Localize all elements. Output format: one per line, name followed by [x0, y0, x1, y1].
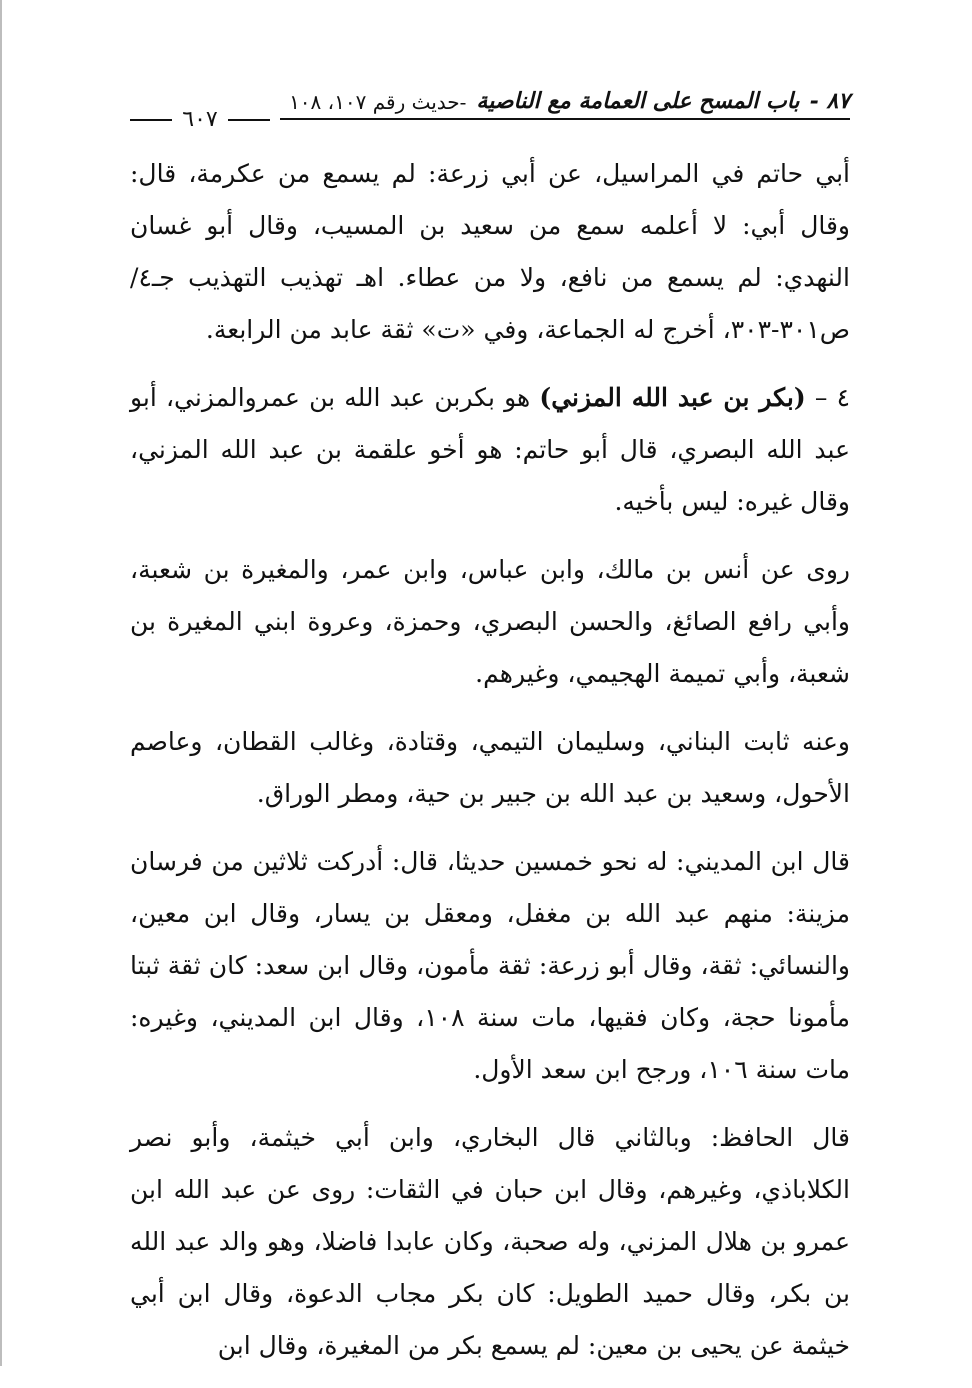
- section-number: ٨٧ -: [809, 88, 850, 114]
- paragraph-4: وعنه ثابت البناني، وسليمان التيمي، وقتادة، وغالب القطان، وعاصم الأحول، وسعيد بن عبد الله بن جبير بن حية، ومطر الوراق.: [130, 727, 850, 808]
- paragraph-2: [130, 372, 850, 528]
- book-page: [130, 60, 850, 1388]
- entry-number: ٤ –: [805, 383, 850, 412]
- narrator-name: (بكر بن عبد الله المزني): [539, 383, 806, 412]
- paragraph-1: أبي حاتم في المراسيل، عن أبي زرعة: لم يسمع من عكرمة، قال: وقال أبي: لا أعلمه سمع من سعيد بن المسيب، وقال أبو غسان النهدي: لم يسمع من نافع، ولا من عطاء. اهـ تهذيب التهذيب جـ٤/ ص٣٠١-٣٠٣، أخرج له الجماعة، وفي «ت» ثقة عابد من الرابعة.: [130, 159, 850, 344]
- running-header: [130, 60, 850, 132]
- paragraph-5: قال ابن المديني: له نحو خمسين حديثا، قال: أدركت ثلاثين من فرسان مزينة: منهم عبد الله بن مغفل، ومعقل بن يسار، وقال ابن معين، والنسائي: ثقة، وقال أبو زرعة: ثقة مأمون، وقال ابن سعد: كان ثقة ثبتا مأمونا حجة، وكان فقيها، مات سنة ١٠٨، وقال ابن المديني، وغيره: مات سنة ١٠٦، ورجح ابن سعد الأول.: [130, 847, 850, 1084]
- entry-text: هو بكربن عبد الله بن عمروالمزني، أبو عبد الله البصري، قال أبو حاتم: هو أخو علقمة بن عبد الله المزني، وقال غيره: ليس بأخيه.: [130, 383, 850, 516]
- hadith-reference: -حديث رقم ١٠٧، ١٠٨: [289, 90, 467, 114]
- body-text: [130, 148, 850, 1372]
- header-rule: [280, 118, 850, 120]
- page-number-block: [130, 107, 270, 132]
- page-edge-line: [0, 0, 2, 1366]
- page-number-rule-right: [228, 119, 270, 121]
- chapter-title: باب المسح على العمامة مع الناصية: [476, 88, 800, 114]
- paragraph-3: روى عن أنس بن مالك، وابن عباس، وابن عمر، والمغيرة بن شعبة، وأبي رافع الصائغ، والحسن البصري، وحمزة، وعروة ابني المغيرة بن شعبة، وأبي تميمة الهجيمي، وغيرهم.: [130, 555, 850, 688]
- paragraph-6: قال الحافظ: وبالثاني قال البخاري، وابن أبي خيثمة، وأبو نصر الكلاباذي، وغيرهم، وقال ابن حبان في الثقات: روى عن عبد الله ابن عمرو بن هلال المزني، وله صحبة، وكان عابدا فاضلا، وهو والد عبد الله بن بكر، وقال حميد الطويل: كان بكر مجاب الدعوة، وقال ابن أبي خيثمة عن يحيى بن معين: لم يسمع بكر من المغيرة، وقال ابن: [130, 1123, 850, 1360]
- page-number-rule-left: [130, 119, 172, 121]
- page-number: ٦٠٧: [182, 107, 218, 132]
